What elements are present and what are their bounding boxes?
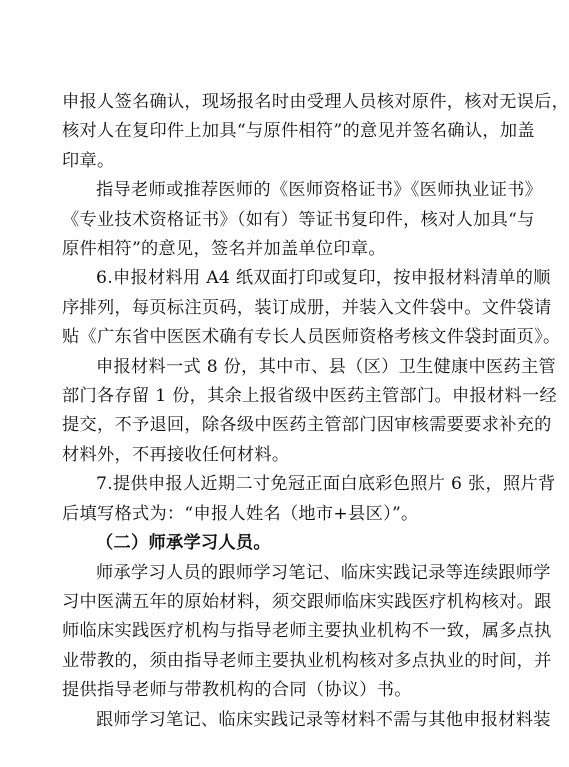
text-line: 核对人在复印件上加具“与原件相符”的意见并签名确认，加盖 [62, 121, 535, 142]
text-line: 申报材料一式 8 份，其中市、县（区）卫生健康中医药主管 [96, 356, 556, 377]
text-line: 部门各存留 1 份，其余上报省级中医药主管部门。申报材料一经 [62, 386, 557, 407]
text-line: 贴《广东省中医医术确有专长人员医师资格考核文件袋封面页》。 [62, 327, 561, 348]
paragraph-notes-binding [62, 706, 551, 735]
text-line: 序排列，每页标注页码，装订成册，并装入文件袋中。文件袋请 [62, 297, 552, 318]
text-line: 印章。 [62, 150, 115, 171]
text-line: 提交，不予退回，除各级中医药主管部门因审核需要要求补充的 [62, 415, 552, 436]
section-heading [62, 529, 484, 558]
paragraph-apprentice-notes [62, 559, 552, 706]
text-line: 申报人签名确认，现场报名时由受理人员核对原件，核对无误后， [62, 92, 569, 112]
text-line: 提供指导老师与带教机构的合同（协议）书。 [62, 680, 412, 701]
paragraph-signature-confirmation [62, 88, 569, 176]
text-line: 6.申报材料用 A4 纸双面打印或复印，按申报材料清单的顺 [96, 268, 551, 289]
paragraph-item-6-printing [62, 264, 561, 352]
text-line: 业带教的，须由指导老师主要执业机构核对多点执业的时间，并 [62, 650, 552, 671]
text-line: 跟师学习笔记、临床实践记录等材料不需与其他申报材料装 [96, 709, 551, 730]
paragraph-copies-count [62, 353, 557, 471]
text-line: 指导老师或推荐医师的《医师资格证书》《医师执业证书》 [96, 180, 543, 201]
section-heading-text: （二）师承学习人员。 [96, 533, 271, 554]
paragraph-item-7-photo [62, 470, 556, 529]
text-line: 习中医满五年的原始材料，须交跟师临床实践医疗机构核对。跟 [62, 591, 552, 612]
text-line: 后填写格式为：“申报人姓名（地市+县区）”。 [62, 503, 419, 524]
text-line: 师临床实践医疗机构与指导老师主要执业机构不一致，属多点执 [62, 621, 552, 642]
document-body [62, 88, 569, 735]
text-line: 7.提供申报人近期二寸免冠正面白底彩色照片 6 张，照片背 [96, 474, 556, 495]
text-line: 《专业技术资格证书》（如有）等证书复印件，核对人加具“与 [62, 209, 535, 230]
text-line: 师承学习人员的跟师学习笔记、临床实践记录等连续跟师学 [96, 562, 551, 583]
paragraph-certificate-copies [62, 176, 543, 264]
text-line: 原件相符”的意见，签名并加盖单位印章。 [62, 239, 386, 260]
text-line: 材料外，不再接收任何材料。 [62, 444, 290, 465]
